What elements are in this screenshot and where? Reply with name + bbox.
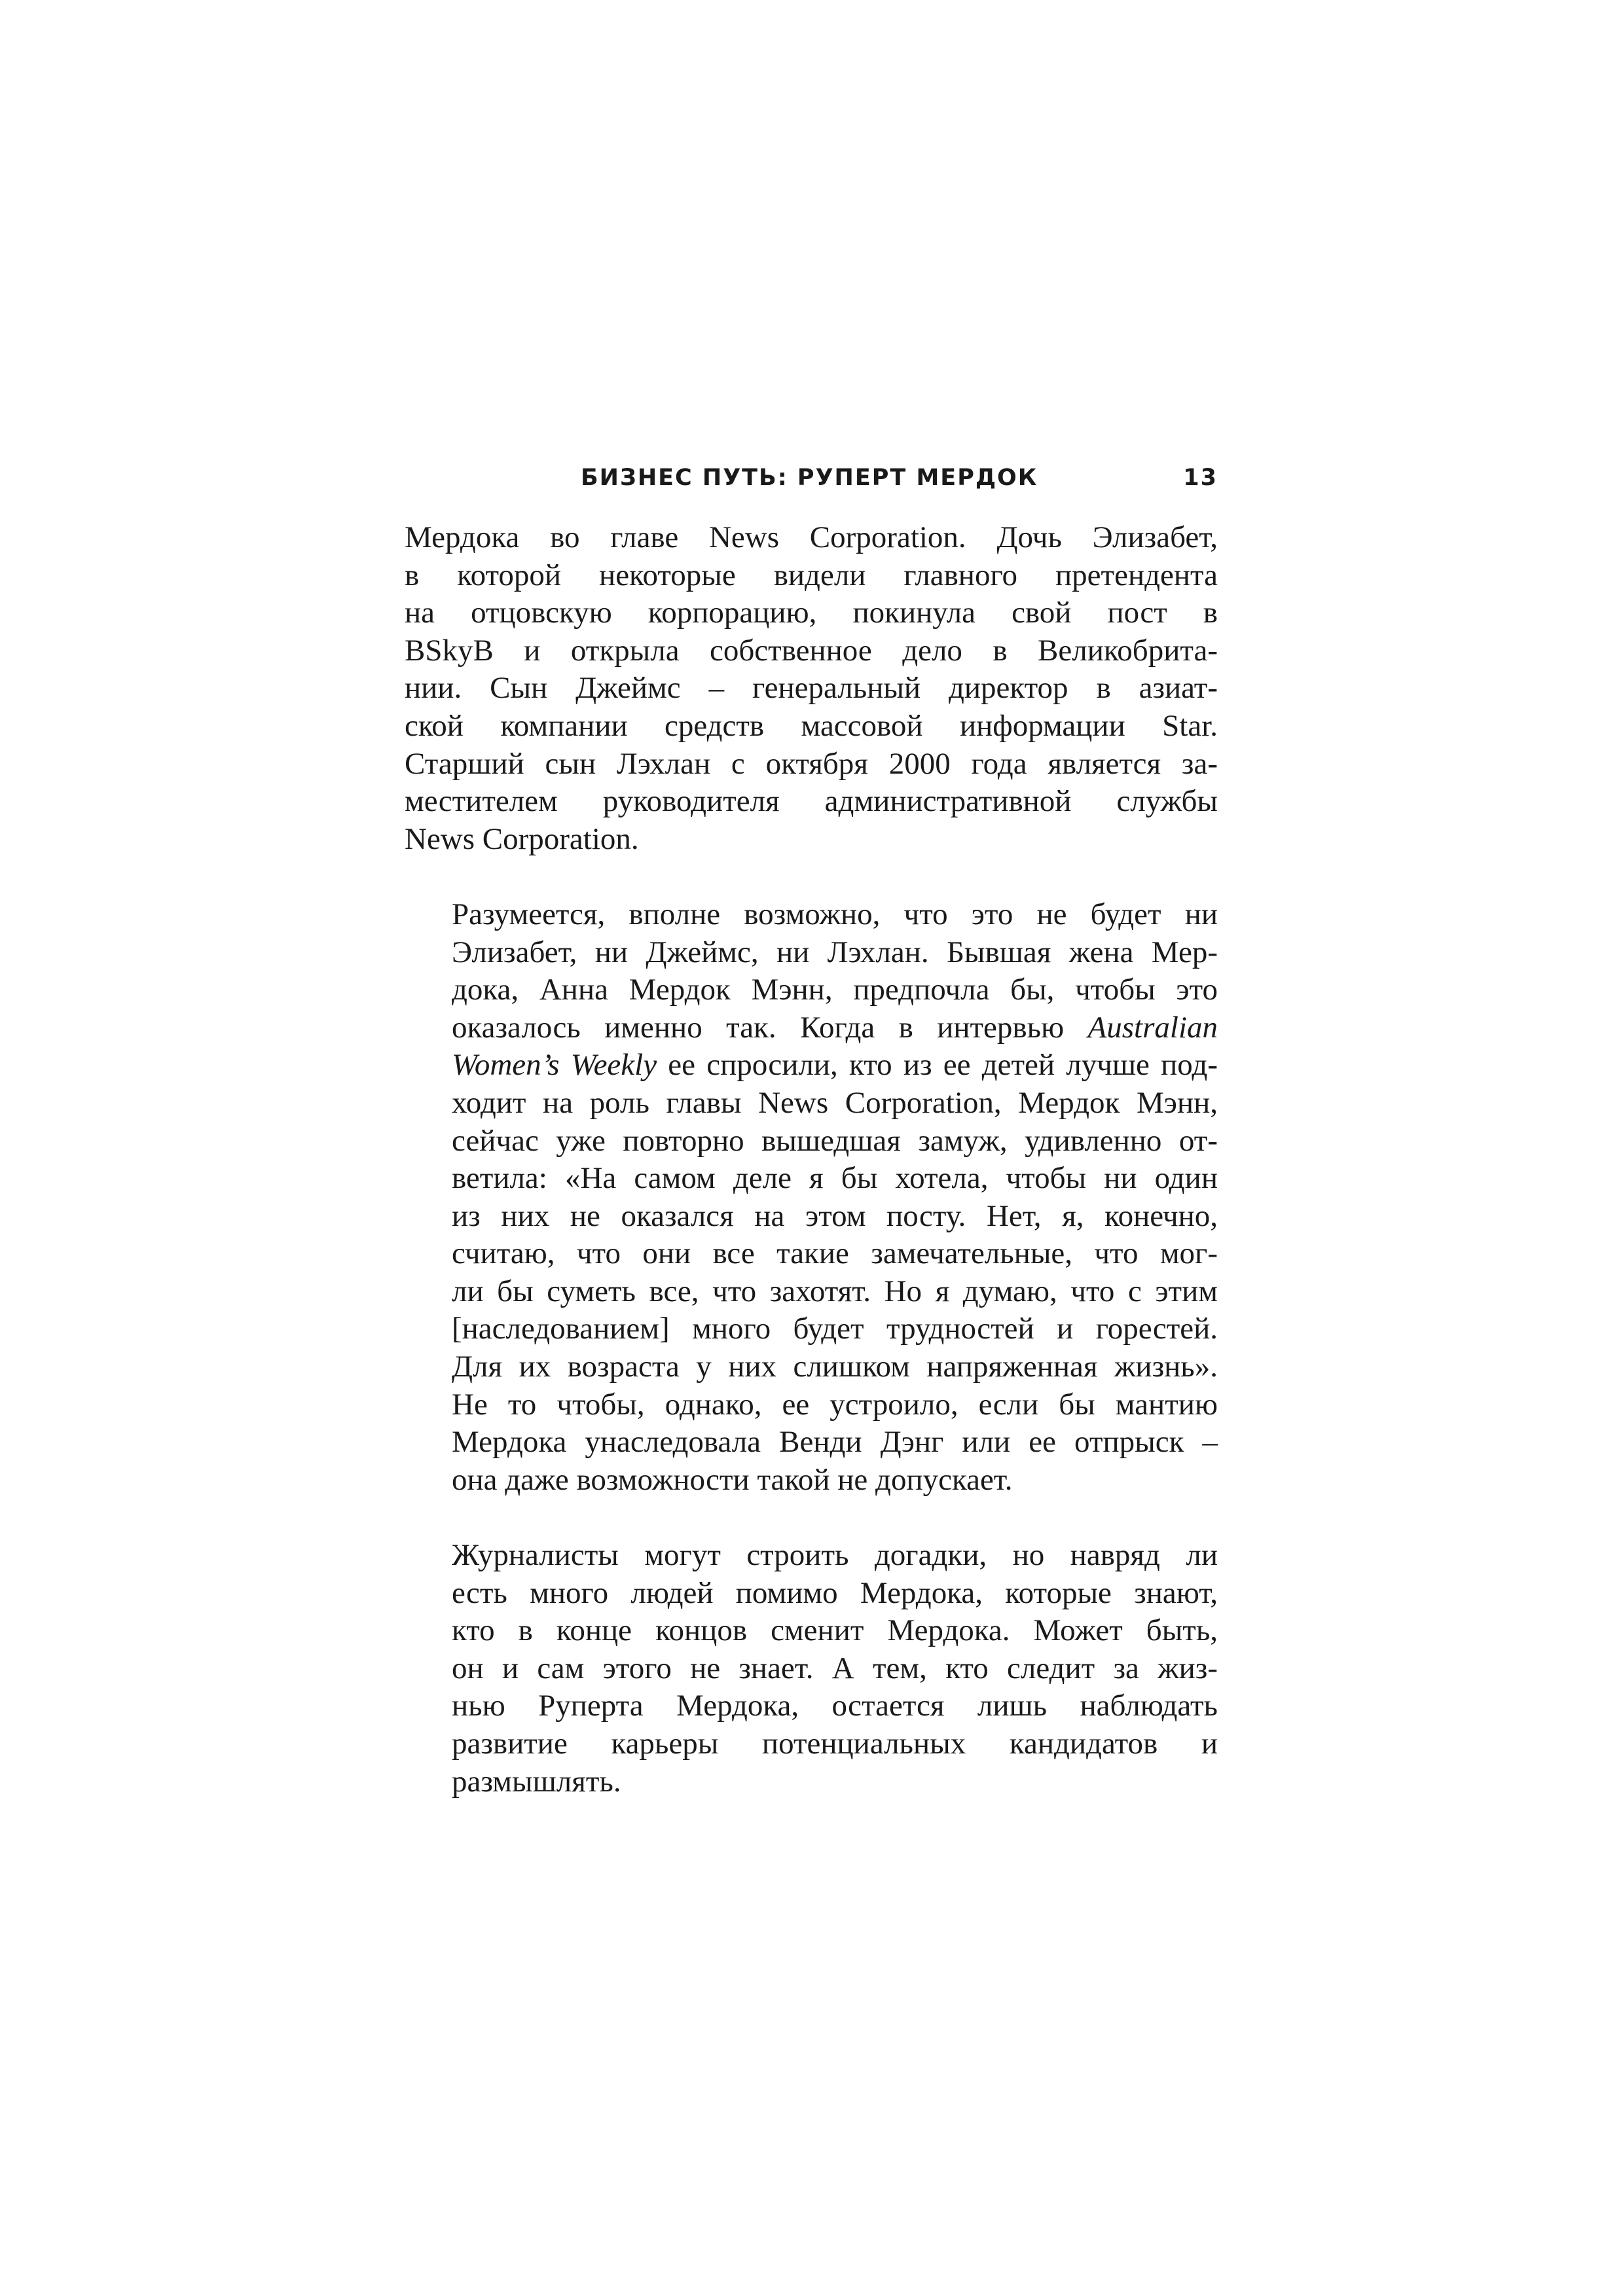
text-line-with-italic (405, 1047, 1218, 1085)
text-line: Для их возраста у них слишком напряженная жизнь». (452, 1350, 1218, 1384)
text-line: он и сам этого не знает. А тем, кто следит за жиз- (452, 1651, 1218, 1685)
text-line: [наследованием] много будет трудностей и горестей. (452, 1312, 1218, 1346)
text-line: сейчас уже повторно вышедшая замуж, удивленно от- (452, 1123, 1218, 1158)
text-line: Разумеется, вполне возможно, что это не будет ни (452, 897, 1218, 931)
text-line: из них не оказался на этом посту. Нет, я, конечно, (452, 1198, 1218, 1233)
text-line-with-italic (405, 1009, 1218, 1047)
text-segment: ее спросили, кто из ее детей лучше под- (657, 1048, 1218, 1083)
text-line: ли бы суметь все, что захотят. Но я думаю, что с этим (452, 1274, 1218, 1308)
text-line: считаю, что они все такие замечательные, что мог- (452, 1236, 1218, 1271)
text-line: Старший сын Лэхлан с октября 2000 года является за- (405, 746, 1218, 781)
paragraph-1 (405, 519, 1218, 858)
text-body (405, 519, 1218, 1801)
paragraph-2 (405, 896, 1218, 1499)
text-line: ской компании средств массовой информации Star. (405, 708, 1218, 743)
text-line: кто в конце концов сменит Мердока. Может быть, (452, 1613, 1218, 1648)
text-line: размышлять. (452, 1764, 621, 1799)
text-line: она даже возможности такой не допускает. (452, 1462, 1013, 1497)
text-line: Мердока во главе News Corporation. Дочь Элизабет, (405, 520, 1218, 554)
text-line: развитие карьеры потенциальных кандидатов и (452, 1727, 1218, 1761)
text-line: нью Руперта Мердока, остается лишь наблюдать (452, 1689, 1218, 1723)
text-line: News Corporation. (405, 821, 639, 856)
text-line: Журналисты могут строить догадки, но навряд ли (452, 1538, 1218, 1573)
running-title: БИЗНЕС ПУТЬ: РУПЕРТ МЕРДОК (581, 465, 1038, 491)
text-segment: оказалось именно так. Когда в интервью (452, 1010, 1088, 1045)
text-line: ходит на роль главы News Corporation, Мердок Мэнн, (452, 1085, 1218, 1120)
text-line: Мердока унаследовала Венди Дэнг или ее отпрыск – (452, 1425, 1218, 1460)
text-line: местителем руководителя административной службы (405, 784, 1218, 819)
italic-title: Australian (1087, 1010, 1218, 1045)
paragraph-3 (405, 1537, 1218, 1801)
text-line: нии. Сын Джеймс – генеральный директор в азиат- (405, 671, 1218, 706)
text-line: Элизабет, ни Джеймс, ни Лэхлан. Бывшая жена Мер- (452, 935, 1218, 969)
italic-title: Women’s Weekly (452, 1048, 657, 1083)
text-line: на отцовскую корпорацию, покинула свой пост в (405, 596, 1218, 630)
text-line: Не то чтобы, однако, ее устроило, если бы мантию (452, 1387, 1218, 1422)
text-line: ветила: «На самом деле я бы хотела, чтобы ни один (452, 1161, 1218, 1196)
page-number: 13 (1183, 465, 1218, 491)
text-line: есть много людей помимо Мердока, которые знают, (452, 1575, 1218, 1610)
text-line: в которой некоторые видели главного претендента (405, 558, 1218, 592)
text-line: BSkyB и открыла собственное дело в Великобрита- (405, 633, 1218, 668)
running-header (399, 458, 1218, 497)
text-line: дока, Анна Мердок Мэнн, предпочла бы, чтобы это (452, 973, 1218, 1007)
